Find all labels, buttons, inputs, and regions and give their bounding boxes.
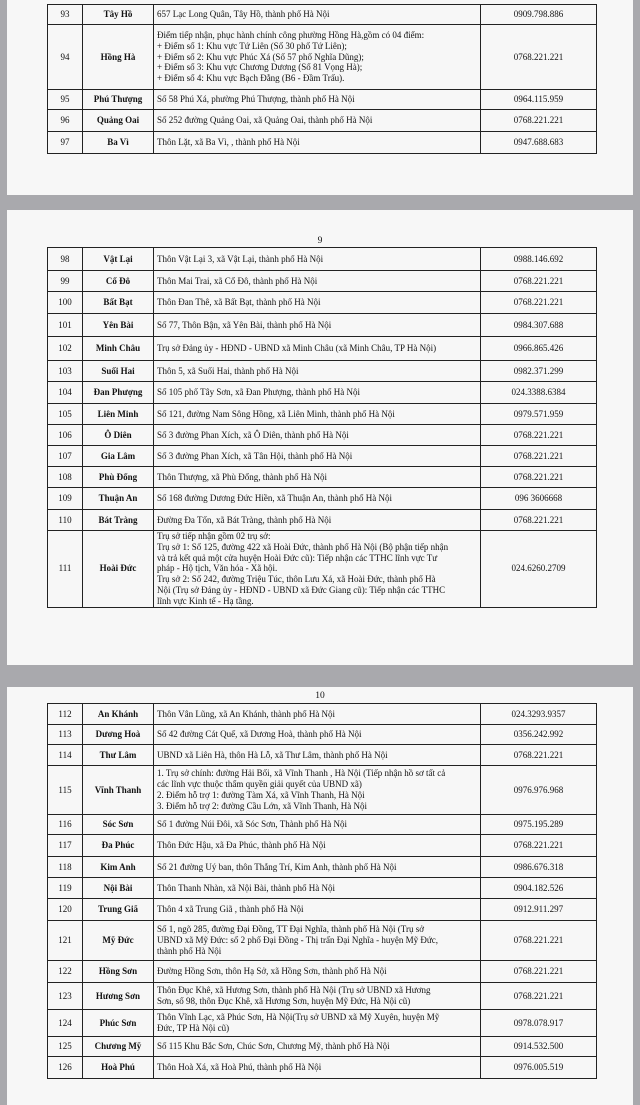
table-row: [48, 361, 597, 382]
address-line: Số 1 đường Núi Đôi, xã Sóc Sơn, Thành phố Hà Nội: [157, 819, 347, 830]
unit-name: Phúc Sơn: [83, 1010, 154, 1037]
phone-number: 0768.221.221: [481, 446, 597, 467]
address-table: [47, 4, 597, 154]
unit-name: Cổ Đô: [83, 271, 154, 292]
table-row: [48, 766, 597, 815]
address-cell: [154, 1010, 481, 1037]
address-line: Thôn Vật Lại 3, xã Vật Lại, thành phố Hà Nội: [157, 253, 324, 264]
address-line: Số 77, Thôn Bận, xã Yên Bài, thành phố Hà Nội: [157, 319, 332, 330]
row-number: 118: [48, 857, 83, 878]
row-number: 96: [48, 110, 83, 132]
phone-number: 0768.221.221: [481, 271, 597, 292]
row-number: 125: [48, 1037, 83, 1057]
address-cell: [154, 314, 481, 337]
unit-name: Ba Vì: [83, 132, 154, 154]
row-number: 95: [48, 90, 83, 110]
row-number: 100: [48, 292, 83, 314]
phone-number: 0982.371.299: [481, 361, 597, 382]
phone-number: 0768.221.221: [481, 510, 597, 531]
row-number: 110: [48, 510, 83, 531]
address-cell: [154, 835, 481, 857]
address-table: [47, 703, 597, 1079]
unit-name: Bát Tràng: [83, 510, 154, 531]
row-number: 97: [48, 132, 83, 154]
address-line: Sơn, số 98, thôn Đục Khê, xã Hương Sơn, huyện Mỹ Đức, Hà Nội cũ): [157, 996, 411, 1006]
address-cell: [154, 921, 481, 961]
page-number: 9: [317, 236, 323, 246]
row-number: 102: [48, 337, 83, 361]
address-cell: [154, 510, 481, 531]
address-line: Số 252 đường Quảng Oai, xã Quảng Oai, thành phố Hà Nội: [157, 115, 373, 126]
address-cell: [154, 1057, 481, 1079]
table-row: [48, 314, 597, 337]
unit-name: Thư Lâm: [83, 745, 154, 766]
unit-name: Suối Hai: [83, 361, 154, 382]
phone-number: 0768.221.221: [481, 961, 597, 983]
address-cell: [154, 404, 481, 425]
address-line: Số 21 đường Uý ban, thôn Thắng Trí, Kim Anh, thành phố Hà Nội: [157, 861, 397, 872]
phone-number: 0964.115.959: [481, 90, 597, 110]
table-row: [48, 704, 597, 725]
phone-number: 0912.911.297: [481, 899, 597, 921]
phone-number: 0768.221.221: [481, 835, 597, 857]
address-cell: [154, 292, 481, 314]
address-cell: [154, 488, 481, 510]
row-number: 101: [48, 314, 83, 337]
phone-number: 0976.976.968: [481, 766, 597, 815]
phone-number: 024.6260.2709: [481, 531, 597, 608]
address-line: Thôn Lặt, xã Ba Vì, , thành phố Hà Nội: [157, 137, 300, 148]
address-cell: [154, 983, 481, 1010]
unit-name: Kim Anh: [83, 857, 154, 878]
table-row: [48, 90, 597, 110]
unit-name: Hoà Phú: [83, 1057, 154, 1079]
row-number: 121: [48, 921, 83, 961]
address-line: và trả kết quả một cửa huyện Hoài Đức cũ): Tiếp nhận các TTHC lĩnh vực Tư: [157, 552, 438, 563]
unit-name: Hồng Hà: [83, 25, 154, 90]
address-line: Số 3 đường Phan Xích, xã Ô Diên, thành phố Hà Nội: [157, 429, 349, 440]
document-page: [7, 210, 633, 665]
address-cell: [154, 425, 481, 446]
unit-name: Đa Phúc: [83, 835, 154, 857]
table-row: [48, 835, 597, 857]
unit-name: Gia Lâm: [83, 446, 154, 467]
address-line: Thôn Hoà Xá, xã Hoà Phú, thành phố Hà Nội: [157, 1062, 322, 1073]
address-line: Thôn Đức Hậu, xã Đa Phúc, thành phố Hà Nội: [157, 840, 326, 851]
row-number: 104: [48, 382, 83, 404]
phone-number: 0768.221.221: [481, 25, 597, 90]
unit-name: Liên Minh: [83, 404, 154, 425]
phone-number: 024.3388.6384: [481, 382, 597, 404]
phone-number: 0988.146.692: [481, 248, 597, 271]
table-row: [48, 745, 597, 766]
address-cell: [154, 531, 481, 608]
phone-number: 0768.221.221: [481, 745, 597, 766]
document-page: [7, 687, 633, 1105]
phone-number: 0768.221.221: [481, 110, 597, 132]
address-cell: [154, 132, 481, 154]
table-row: [48, 510, 597, 531]
table-row: [48, 488, 597, 510]
phone-number: 0904.182.526: [481, 878, 597, 899]
address-cell: [154, 961, 481, 983]
address-cell: [154, 248, 481, 271]
unit-name: Hoài Đức: [83, 531, 154, 608]
unit-name: Mỹ Đức: [83, 921, 154, 961]
phone-number: 0986.676.318: [481, 857, 597, 878]
address-line: Số 168 đường Dương Đức Hiền, xã Thuận An, thành phố Hà Nội: [157, 493, 392, 504]
unit-name: Tây Hồ: [83, 5, 154, 25]
row-number: 105: [48, 404, 83, 425]
unit-name: Quảng Oai: [83, 110, 154, 132]
address-line: pháp - Hộ tịch, Văn hóa - Xã hội.: [157, 563, 278, 574]
address-line: 3. Điểm hỗ trợ 2: đường Cầu Lớn, xã Vĩnh Thanh, Hà Nội: [157, 800, 368, 811]
address-cell: [154, 899, 481, 921]
address-cell: [154, 90, 481, 110]
address-line: Thôn Vĩnh Lạc, xã Phúc Sơn, Hà Nội(Trụ sở UBND xã Mỹ Xuyên, huyện Mỹ: [157, 1012, 440, 1023]
phone-number: 024.3293.9357: [481, 704, 597, 725]
table-row: [48, 404, 597, 425]
address-cell: [154, 361, 481, 382]
phone-number: 0978.078.917: [481, 1010, 597, 1037]
row-number: 123: [48, 983, 83, 1010]
phone-number: 0947.688.683: [481, 132, 597, 154]
table-row: [48, 1037, 597, 1057]
address-cell: [154, 382, 481, 404]
table-row: [48, 5, 597, 25]
table-row: [48, 857, 597, 878]
address-line: Thôn Vân Lũng, xã An Khánh, thành phố Hà Nội: [157, 708, 336, 719]
row-number: 107: [48, 446, 83, 467]
unit-name: Vĩnh Thanh: [83, 766, 154, 815]
unit-name: Nội Bài: [83, 878, 154, 899]
table-row: [48, 292, 597, 314]
address-line: + Điểm số 3: Khu vực Chương Dương (Số 81 Vọng Hà);: [157, 62, 363, 73]
phone-number: 0768.221.221: [481, 292, 597, 314]
table-row: [48, 337, 597, 361]
row-number: 124: [48, 1010, 83, 1037]
phone-number: 0966.865.426: [481, 337, 597, 361]
address-cell: [154, 110, 481, 132]
address-line: Thôn Đan Thê, xã Bất Bạt, thành phố Hà Nội: [157, 297, 321, 308]
address-line: Trụ sở 2: Số 242, đường Triệu Túc, thôn Lưu Xá, xã Hoài Đức, thành phố Hà: [157, 574, 436, 585]
address-line: Thôn 4 xã Trung Giã , thành phố Hà Nội: [157, 904, 304, 915]
address-line: Số 42 đường Cát Quế, xã Dương Hoà, thành phố Hà Nội: [157, 729, 362, 740]
address-line: Số 1, ngõ 285, đường Đại Đồng, TT Đại Nghĩa, thành phố Hà Nội (Trụ sở: [157, 924, 424, 935]
table-row: [48, 467, 597, 488]
address-line: Thôn Mai Trai, xã Cổ Đô, thành phố Hà Nội: [157, 275, 318, 286]
address-line: Thôn Đục Khê, xã Hương Sơn, thành phố Hà Nội (Trụ sở UBND xã Hương: [157, 985, 431, 996]
unit-name: Trung Giã: [83, 899, 154, 921]
phone-number: 0768.221.221: [481, 425, 597, 446]
phone-number: 0356.242.992: [481, 725, 597, 745]
address-line: Trụ sở 1: Số 125, đường 422 xã Hoài Đức, thành phố Hà Nội (Bộ phận tiếp nhận: [157, 541, 449, 552]
address-cell: [154, 725, 481, 745]
row-number: 116: [48, 815, 83, 835]
row-number: 113: [48, 725, 83, 745]
phone-number: 096 3606668: [481, 488, 597, 510]
address-line: UBND xã Mỹ Đức: số 2 phố Đại Đồng - Thị trấn Đại Nghĩa - huyện Mỹ Đức,: [157, 935, 439, 946]
row-number: 112: [48, 704, 83, 725]
phone-number: 0984.307.688: [481, 314, 597, 337]
unit-name: Phù Đổng: [83, 467, 154, 488]
unit-name: Phú Thượng: [83, 90, 154, 110]
address-line: Số 105 phố Tây Sơn, xã Đan Phượng, thành phố Hà Nội: [157, 387, 360, 398]
address-line: Trụ sở Đảng ủy - HĐND - UBND xã Minh Châu (xã Minh Châu, TP Hà Nội): [157, 343, 437, 354]
row-number: 106: [48, 425, 83, 446]
row-number: 119: [48, 878, 83, 899]
address-line: UBND xã Liên Hà, thôn Hà Lỗ, xã Thư Lâm, thành phố Hà Nội: [157, 749, 388, 760]
table-row: [48, 446, 597, 467]
row-number: 126: [48, 1057, 83, 1079]
row-number: 122: [48, 961, 83, 983]
row-number: 109: [48, 488, 83, 510]
table-row: [48, 1010, 597, 1037]
table-row: [48, 248, 597, 271]
row-number: 99: [48, 271, 83, 292]
address-line: Điểm tiếp nhận, phục hành chính công phường Hồng Hà,gồm có 04 điểm:: [157, 30, 425, 40]
unit-name: Đan Phượng: [83, 382, 154, 404]
address-line: + Điểm số 4: Khu vực Bạch Đằng (B6 - Đầm Trấu).: [157, 73, 345, 84]
unit-name: Minh Châu: [83, 337, 154, 361]
address-line: Nội (Trụ sở Đảng ủy - HĐND - UBND xã Đức Giang cũ): Tiếp nhận các TTHC: [157, 584, 446, 595]
document-page: [7, 0, 633, 195]
row-number: 108: [48, 467, 83, 488]
address-line: Thôn 5, xã Suối Hai, thành phố Hà Nội: [157, 365, 299, 376]
address-line: Trụ sở tiếp nhận gồm 02 trụ sở:: [157, 531, 271, 541]
table-row: [48, 815, 597, 835]
table-row: [48, 425, 597, 446]
table-row: [48, 132, 597, 154]
unit-name: Vật Lại: [83, 248, 154, 271]
row-number: 117: [48, 835, 83, 857]
address-line: Thôn Thượng, xã Phù Đổng, thành phố Hà Nội: [157, 471, 327, 482]
table-row: [48, 983, 597, 1010]
address-line: + Điểm số 2: Khu vực Phúc Xá (Số 57 phố Nghĩa Dũng);: [157, 51, 364, 62]
address-line: 657 Lạc Long Quân, Tây Hồ, thành phố Hà Nội: [157, 9, 330, 20]
address-cell: [154, 766, 481, 815]
unit-name: Thuận An: [83, 488, 154, 510]
unit-name: Ô Diên: [83, 425, 154, 446]
address-cell: [154, 467, 481, 488]
unit-name: Dương Hoà: [83, 725, 154, 745]
address-line: thành phố Hà Nội: [157, 945, 222, 956]
address-line: các lĩnh vực thuộc thẩm quyền giải quyết của UBND xã): [157, 779, 362, 790]
address-cell: [154, 704, 481, 725]
phone-number: 0976.005.519: [481, 1057, 597, 1079]
address-line: Đức, TP Hà Nội cũ): [157, 1023, 230, 1033]
address-cell: [154, 337, 481, 361]
unit-name: Yên Bài: [83, 314, 154, 337]
unit-name: Hồng Sơn: [83, 961, 154, 983]
address-line: Đường Đa Tốn, xã Bát Tràng, thành phố Hà Nội: [157, 514, 332, 525]
row-number: 120: [48, 899, 83, 921]
address-line: + Điểm số 1: Khu vực Tứ Liên (Số 30 phố Tứ Liên);: [157, 40, 347, 51]
address-cell: [154, 446, 481, 467]
address-line: Số 115 Khu Bắc Sơn, Chúc Sơn, Chương Mỹ, thành phố Hà Nội: [157, 1041, 390, 1052]
table-row: [48, 921, 597, 961]
row-number: 98: [48, 248, 83, 271]
address-cell: [154, 25, 481, 90]
address-line: Thôn Thanh Nhàn, xã Nội Bài, thành phố Hà Nội: [157, 882, 336, 893]
phone-number: 0914.532.500: [481, 1037, 597, 1057]
phone-number: 0979.571.959: [481, 404, 597, 425]
address-line: Số 121, đường Nam Sông Hồng, xã Liên Minh, thành phố Hà Nội: [157, 408, 395, 419]
table-row: [48, 110, 597, 132]
address-cell: [154, 5, 481, 25]
row-number: 115: [48, 766, 83, 815]
unit-name: Hương Sơn: [83, 983, 154, 1010]
table-row: [48, 961, 597, 983]
address-cell: [154, 857, 481, 878]
phone-number: 0768.221.221: [481, 467, 597, 488]
table-row: [48, 725, 597, 745]
table-row: [48, 1057, 597, 1079]
row-number: 103: [48, 361, 83, 382]
row-number: 93: [48, 5, 83, 25]
table-row: [48, 382, 597, 404]
address-cell: [154, 815, 481, 835]
row-number: 114: [48, 745, 83, 766]
address-line: 1. Trụ sở chính: đường Hải Bối, xã Vĩnh Thanh , Hà Nội (Tiếp nhận hồ sơ tất cả: [157, 768, 446, 779]
table-row: [48, 531, 597, 608]
address-cell: [154, 878, 481, 899]
row-number: 111: [48, 531, 83, 608]
unit-name: Bất Bạt: [83, 292, 154, 314]
phone-number: 0975.195.289: [481, 815, 597, 835]
unit-name: Chương Mỹ: [83, 1037, 154, 1057]
phone-number: 0768.221.221: [481, 921, 597, 961]
unit-name: Sóc Sơn: [83, 815, 154, 835]
phone-number: 0909.798.886: [481, 5, 597, 25]
address-line: 2. Điểm hỗ trợ 1: đường Tàm Xá, xã Vĩnh Thanh, Hà Nội: [157, 790, 365, 800]
address-cell: [154, 271, 481, 292]
address-line: Số 3 đường Phan Xích, xã Tân Hội, thành phố Hà Nội: [157, 450, 353, 461]
table-row: [48, 899, 597, 921]
row-number: 94: [48, 25, 83, 90]
phone-number: 0768.221.221: [481, 983, 597, 1010]
address-cell: [154, 745, 481, 766]
address-line: Số 58 Phú Xá, phường Phú Thượng, thành phố Hà Nội: [157, 94, 355, 105]
page-number: 10: [315, 691, 325, 701]
address-cell: [154, 1037, 481, 1057]
table-row: [48, 271, 597, 292]
unit-name: An Khánh: [83, 704, 154, 725]
address-line: lĩnh vực Kinh tế - Hạ tầng.: [157, 595, 254, 606]
table-row: [48, 878, 597, 899]
address-line: Đường Hồng Sơn, thôn Hạ Sở, xã Hồng Sơn, thành phố Hà Nội: [157, 966, 387, 977]
table-row: [48, 25, 597, 90]
address-table: [47, 247, 597, 608]
